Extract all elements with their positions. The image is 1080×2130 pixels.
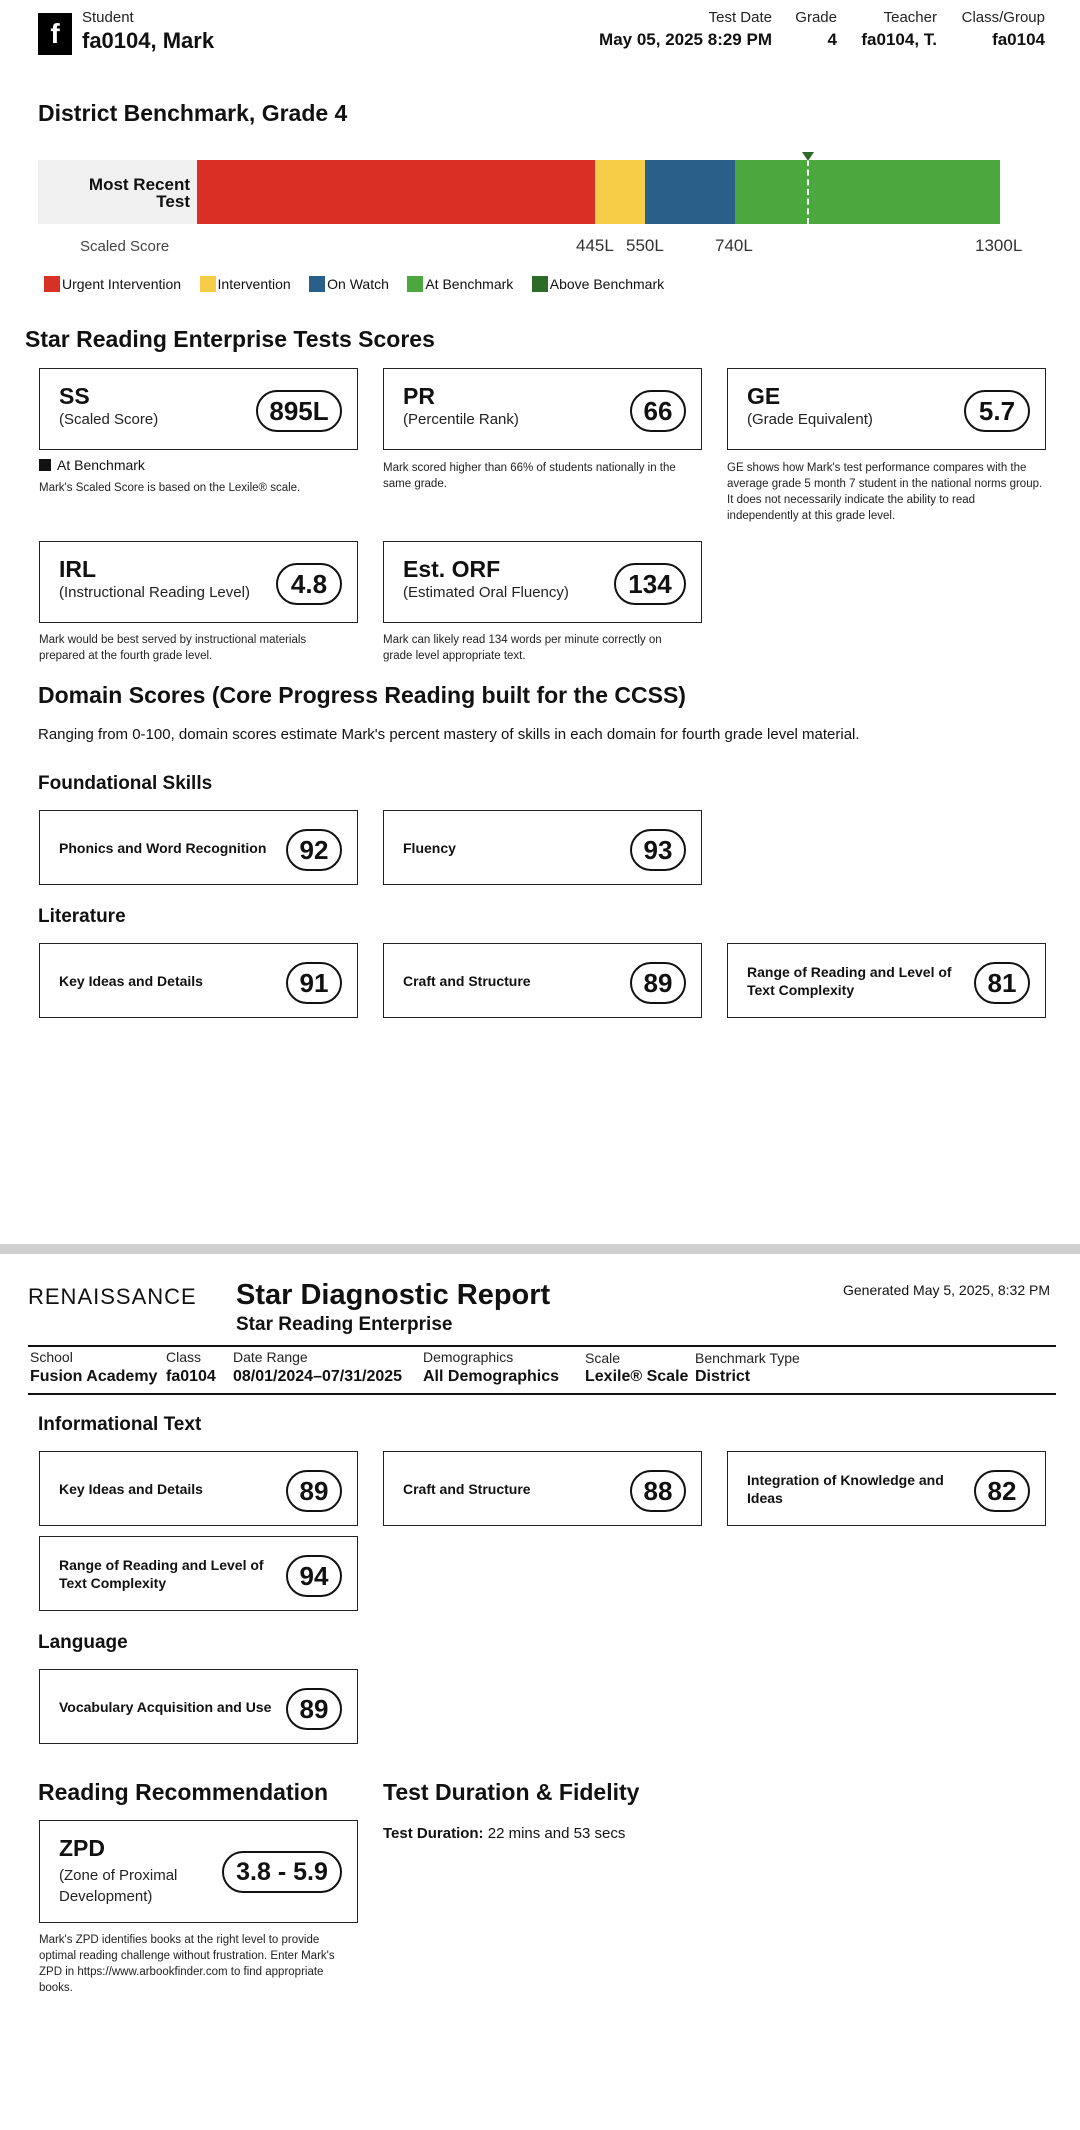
legend-swatch (407, 276, 423, 292)
teacher-label: Teacher (883, 9, 937, 26)
brand-logo: RENAISSANCE (28, 1284, 197, 1309)
demographics-value: All Demographics (423, 1368, 560, 1385)
domain-name: Phonics and Word Recognition (59, 839, 267, 856)
class-label: Class/Group (961, 9, 1045, 26)
score-marker-icon (802, 152, 814, 161)
irl-value: 4.8 (276, 563, 342, 605)
pr-value: 66 (630, 390, 686, 432)
class-value-2: fa0104 (166, 1368, 216, 1385)
score-marker-line (807, 160, 809, 224)
irl-full: (Instructional Reading Level) (59, 584, 250, 601)
date-range-value: 08/01/2024–07/31/2025 (233, 1368, 403, 1385)
duration-row (383, 1825, 625, 1842)
legend-swatch (200, 276, 216, 292)
pr-card (383, 368, 702, 450)
logo: f (38, 13, 72, 55)
domain-score: 89 (286, 1688, 342, 1730)
duration-title: Test Duration & Fidelity (383, 1779, 640, 1805)
student-label: Student (82, 9, 134, 26)
duration-value: 22 mins and 53 secs (487, 1825, 626, 1842)
informational-title: Informational Text (38, 1414, 202, 1435)
domain-score: 93 (630, 829, 686, 871)
zpd-full: (Zone of Proximal Development) (59, 1867, 178, 1905)
ss-status-icon (39, 459, 51, 471)
irl-note: Mark would be best served by instructional materials prepared at the fourth grade level. (39, 634, 307, 662)
ss-full: (Scaled Score) (59, 411, 159, 428)
domain-name: Integration of Knowledge and Ideas (747, 1471, 944, 1506)
date-range-label: Date Range (233, 1349, 308, 1365)
zpd-abbr: ZPD (59, 1835, 105, 1861)
domains-title: Domain Scores (Core Progress Reading built for the CCSS) (38, 682, 686, 708)
benchmark-legend (44, 276, 678, 297)
benchmark-title: District Benchmark, Grade 4 (38, 100, 348, 126)
benchmark-type-label: Benchmark Type (695, 1350, 800, 1366)
tick-label: 1300L (975, 236, 1023, 255)
ss-value: 895L (256, 390, 342, 432)
tick-label: 740L (715, 236, 753, 255)
literature-title: Literature (38, 906, 126, 927)
zpd-value: 3.8 - 5.9 (222, 1851, 342, 1893)
benchmark-bar (197, 160, 1000, 224)
test-date: May 05, 2025 8:29 PM (599, 30, 772, 49)
class-label-2: Class (166, 1349, 202, 1365)
legend-swatch (44, 276, 60, 292)
legend-item: Intervention (200, 276, 291, 292)
domain-name: Fluency (403, 839, 456, 856)
pr-note: Mark scored higher than 66% of students nationally in the same grade. (383, 462, 676, 490)
ge-card (727, 368, 1046, 450)
domain-card (39, 1669, 358, 1744)
grade-value: 4 (827, 30, 837, 49)
pr-abbr: PR (403, 383, 435, 409)
teacher-value: fa0104, T. (861, 30, 937, 49)
pr-full: (Percentile Rank) (403, 411, 519, 428)
domains-intro: Ranging from 0-100, domain scores estimate Mark's percent mastery of skills in each domain for fourth grade level material. (38, 726, 860, 743)
language-title: Language (38, 1632, 128, 1653)
band-urgent (197, 160, 595, 224)
benchmark-type-value: District (695, 1368, 751, 1385)
orf-card (383, 541, 702, 623)
school-value: Fusion Academy (30, 1368, 158, 1385)
domain-card (727, 943, 1046, 1018)
recommendation-title: Reading Recommendation (38, 1779, 329, 1805)
report-subtitle: Star Reading Enterprise (236, 1314, 453, 1335)
duration-label: Test Duration: (383, 1825, 484, 1842)
ss-card (39, 368, 358, 450)
legend-item: Above Benchmark (532, 276, 664, 292)
zpd-note: Mark's ZPD identifies books at the right level to provide optimal reading challenge without frustration. Enter Mark's ZPD in https://www.arbookfinder.com to find appropriate books. (39, 1934, 335, 1994)
domain-score: 89 (286, 1470, 342, 1512)
header-rule-top (28, 1345, 1056, 1347)
band-at-benchmark (735, 160, 1000, 224)
domain-name: Key Ideas and Details (59, 1480, 203, 1497)
ge-note: GE shows how Mark's test performance compares with the average grade 5 month 7 student in the national norms group. It does not necessarily indicate the ability to read independently at this grade level. (727, 462, 1043, 522)
domain-score: 81 (974, 962, 1030, 1004)
ss-abbr: SS (59, 383, 90, 409)
domain-card (39, 943, 358, 1018)
page-divider (0, 1244, 1080, 1254)
band-on-watch (645, 160, 735, 224)
domain-card (383, 943, 702, 1018)
orf-note: Mark can likely read 134 words per minute correctly on grade level appropriate text. (383, 634, 662, 662)
benchmark-row-label: Most Recent Test (88, 175, 190, 211)
band-intervention (595, 160, 645, 224)
generated-date: Generated May 5, 2025, 8:32 PM (842, 1282, 1050, 1298)
domain-name: Craft and Structure (403, 1480, 531, 1497)
domain-card (727, 1451, 1046, 1526)
foundational-title: Foundational Skills (38, 773, 213, 794)
ge-full: (Grade Equivalent) (747, 411, 873, 428)
legend-swatch (532, 276, 548, 292)
scale-label: Scale (585, 1350, 621, 1366)
test-date-label: Test Date (708, 9, 772, 26)
domain-card (383, 1451, 702, 1526)
ge-value: 5.7 (964, 390, 1030, 432)
school-label: School (30, 1349, 73, 1365)
header-rule-bottom (28, 1393, 1056, 1395)
domain-name: Range of Reading and Level of Text Complexity (747, 963, 952, 998)
domain-card (39, 1451, 358, 1526)
legend-item: At Benchmark (407, 276, 513, 292)
domain-score: 89 (630, 962, 686, 1004)
scores-title: Star Reading Enterprise Tests Scores (25, 326, 435, 352)
orf-full: (Estimated Oral Fluency) (403, 584, 569, 601)
ss-note: Mark's Scaled Score is based on the Lexile® scale. (39, 482, 301, 494)
scale-value: Lexile® Scale (585, 1368, 689, 1385)
grade-label: Grade (795, 9, 837, 26)
student-name: fa0104, Mark (82, 28, 215, 53)
domain-score: 82 (974, 1470, 1030, 1512)
ge-abbr: GE (747, 383, 781, 409)
orf-value: 134 (614, 563, 686, 605)
legend-swatch (309, 276, 325, 292)
domain-card (383, 810, 702, 885)
legend-item: Urgent Intervention (44, 276, 181, 292)
legend-item: On Watch (309, 276, 389, 292)
domain-score: 91 (286, 962, 342, 1004)
domain-name: Key Ideas and Details (59, 972, 203, 989)
domain-name: Craft and Structure (403, 972, 531, 989)
domain-score: 94 (286, 1555, 342, 1597)
domain-card (39, 1536, 358, 1611)
demographics-label: Demographics (423, 1349, 514, 1365)
ss-status: At Benchmark (57, 457, 145, 473)
domain-score: 92 (286, 829, 342, 871)
domain-card (39, 810, 358, 885)
zpd-card (39, 1820, 358, 1923)
orf-abbr: Est. ORF (403, 556, 501, 582)
domain-name: Range of Reading and Level of Text Complexity (59, 1556, 264, 1591)
report-title: Star Diagnostic Report (236, 1279, 551, 1311)
tick-label: 445L (576, 236, 614, 255)
domain-score: 88 (630, 1470, 686, 1512)
tick-label: 550L (626, 236, 664, 255)
class-value: fa0104 (992, 30, 1045, 49)
irl-card (39, 541, 358, 623)
axis-label: Scaled Score (80, 238, 170, 255)
domain-name: Vocabulary Acquisition and Use (59, 1698, 272, 1715)
irl-abbr: IRL (59, 556, 97, 582)
